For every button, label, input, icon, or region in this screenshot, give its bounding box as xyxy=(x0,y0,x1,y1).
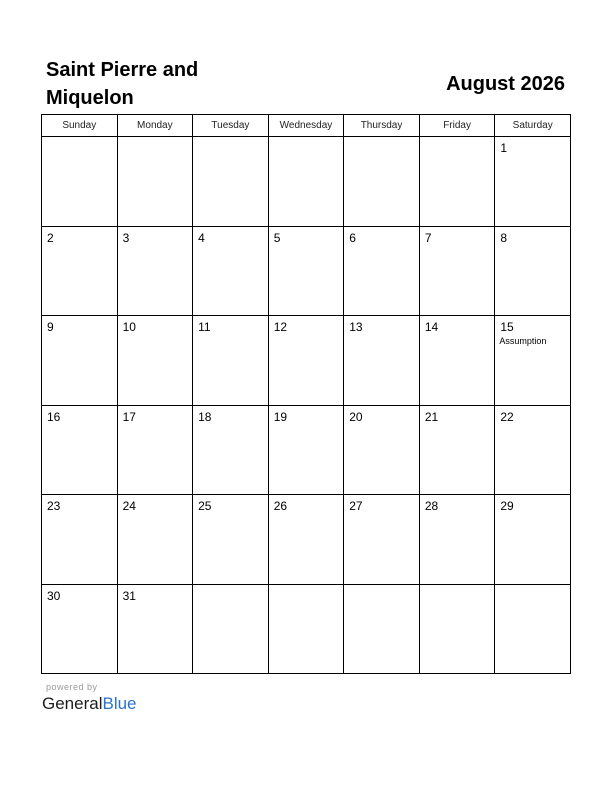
day-number: 15 xyxy=(500,320,514,334)
generalblue-logo[interactable] xyxy=(42,693,137,715)
day-number: 5 xyxy=(273,230,281,245)
day-number: 16 xyxy=(47,409,61,424)
day-cell xyxy=(117,584,193,674)
day-cell xyxy=(419,226,495,316)
day-cell xyxy=(268,584,344,674)
day-cell xyxy=(495,226,571,316)
logo-general-text: General xyxy=(42,694,103,713)
week-row xyxy=(42,316,571,406)
day-cell xyxy=(419,405,495,495)
day-number: 3 xyxy=(122,230,130,245)
day-cell xyxy=(193,405,269,495)
day-number: 2 xyxy=(47,230,54,245)
day-cell xyxy=(495,137,571,227)
day-number: 18 xyxy=(198,409,212,424)
day-number: 28 xyxy=(424,499,439,513)
day-number: 10 xyxy=(122,320,136,334)
day-cell xyxy=(42,495,118,585)
day-cell xyxy=(117,137,193,227)
day-number: 13 xyxy=(349,320,363,334)
day-number: 23 xyxy=(47,499,61,513)
day-number: 24 xyxy=(122,499,136,513)
weekday-header: Thursday xyxy=(344,115,420,137)
day-cell xyxy=(419,137,495,227)
day-number: 4 xyxy=(198,230,205,245)
day-number: 17 xyxy=(122,409,136,424)
day-number: 31 xyxy=(122,588,136,603)
day-cell xyxy=(419,495,495,585)
day-cell xyxy=(495,316,571,406)
holiday-label: Assumption xyxy=(499,336,547,346)
day-cell xyxy=(344,137,420,227)
day-cell xyxy=(117,405,193,495)
weekday-header: Wednesday xyxy=(268,115,344,137)
day-number: 29 xyxy=(500,499,514,513)
day-cell xyxy=(193,584,269,674)
day-cell xyxy=(344,584,420,674)
day-cell xyxy=(117,316,193,406)
day-number: 25 xyxy=(198,499,212,513)
weekday-header: Tuesday xyxy=(193,115,269,137)
day-cell xyxy=(42,137,118,227)
day-cell xyxy=(117,226,193,316)
day-cell xyxy=(268,316,344,406)
weekday-header: Sunday xyxy=(42,115,118,137)
day-number: 12 xyxy=(273,320,288,334)
month-title: August 2026 xyxy=(446,73,565,95)
day-number: 30 xyxy=(47,588,61,603)
day-cell xyxy=(419,584,495,674)
day-cell xyxy=(268,226,344,316)
weekday-header: Saturday xyxy=(495,115,571,137)
day-cell xyxy=(117,495,193,585)
week-row xyxy=(42,137,571,227)
week-row xyxy=(42,584,571,674)
day-cell xyxy=(344,316,420,406)
day-number: 26 xyxy=(273,499,288,513)
weekday-header-row xyxy=(42,115,571,137)
powered-by-label: powered by xyxy=(46,682,98,692)
day-cell xyxy=(42,405,118,495)
day-number: 6 xyxy=(349,230,356,245)
day-number: 19 xyxy=(273,409,288,424)
weekday-header: Monday xyxy=(117,115,193,137)
day-cell xyxy=(344,495,420,585)
day-cell xyxy=(495,495,571,585)
week-row xyxy=(42,495,571,585)
region-title: Saint Pierre and Miquelon xyxy=(46,59,199,109)
calendar-grid xyxy=(41,114,571,674)
day-cell xyxy=(495,584,571,674)
day-number: 20 xyxy=(349,409,363,424)
day-cell xyxy=(193,137,269,227)
day-cell xyxy=(268,137,344,227)
day-number: 21 xyxy=(424,409,439,424)
day-cell xyxy=(193,226,269,316)
week-row xyxy=(42,226,571,316)
day-number: 22 xyxy=(500,409,514,424)
day-cell xyxy=(419,316,495,406)
day-cell xyxy=(193,495,269,585)
day-number: 27 xyxy=(349,499,363,513)
day-number: 11 xyxy=(198,320,211,334)
day-cell xyxy=(42,584,118,674)
day-cell xyxy=(268,495,344,585)
day-number: 1 xyxy=(500,141,508,155)
day-number: 7 xyxy=(424,230,432,245)
day-cell xyxy=(42,226,118,316)
day-cell xyxy=(344,405,420,495)
day-number: 8 xyxy=(500,230,508,245)
weekday-header: Friday xyxy=(419,115,495,137)
day-number: 9 xyxy=(47,320,54,334)
logo-blue-text: Blue xyxy=(102,694,137,713)
day-cell xyxy=(344,226,420,316)
day-cell xyxy=(268,405,344,495)
day-number: 14 xyxy=(424,320,439,334)
day-cell xyxy=(193,316,269,406)
day-cell xyxy=(495,405,571,495)
day-cell xyxy=(42,316,118,406)
week-row xyxy=(42,405,571,495)
